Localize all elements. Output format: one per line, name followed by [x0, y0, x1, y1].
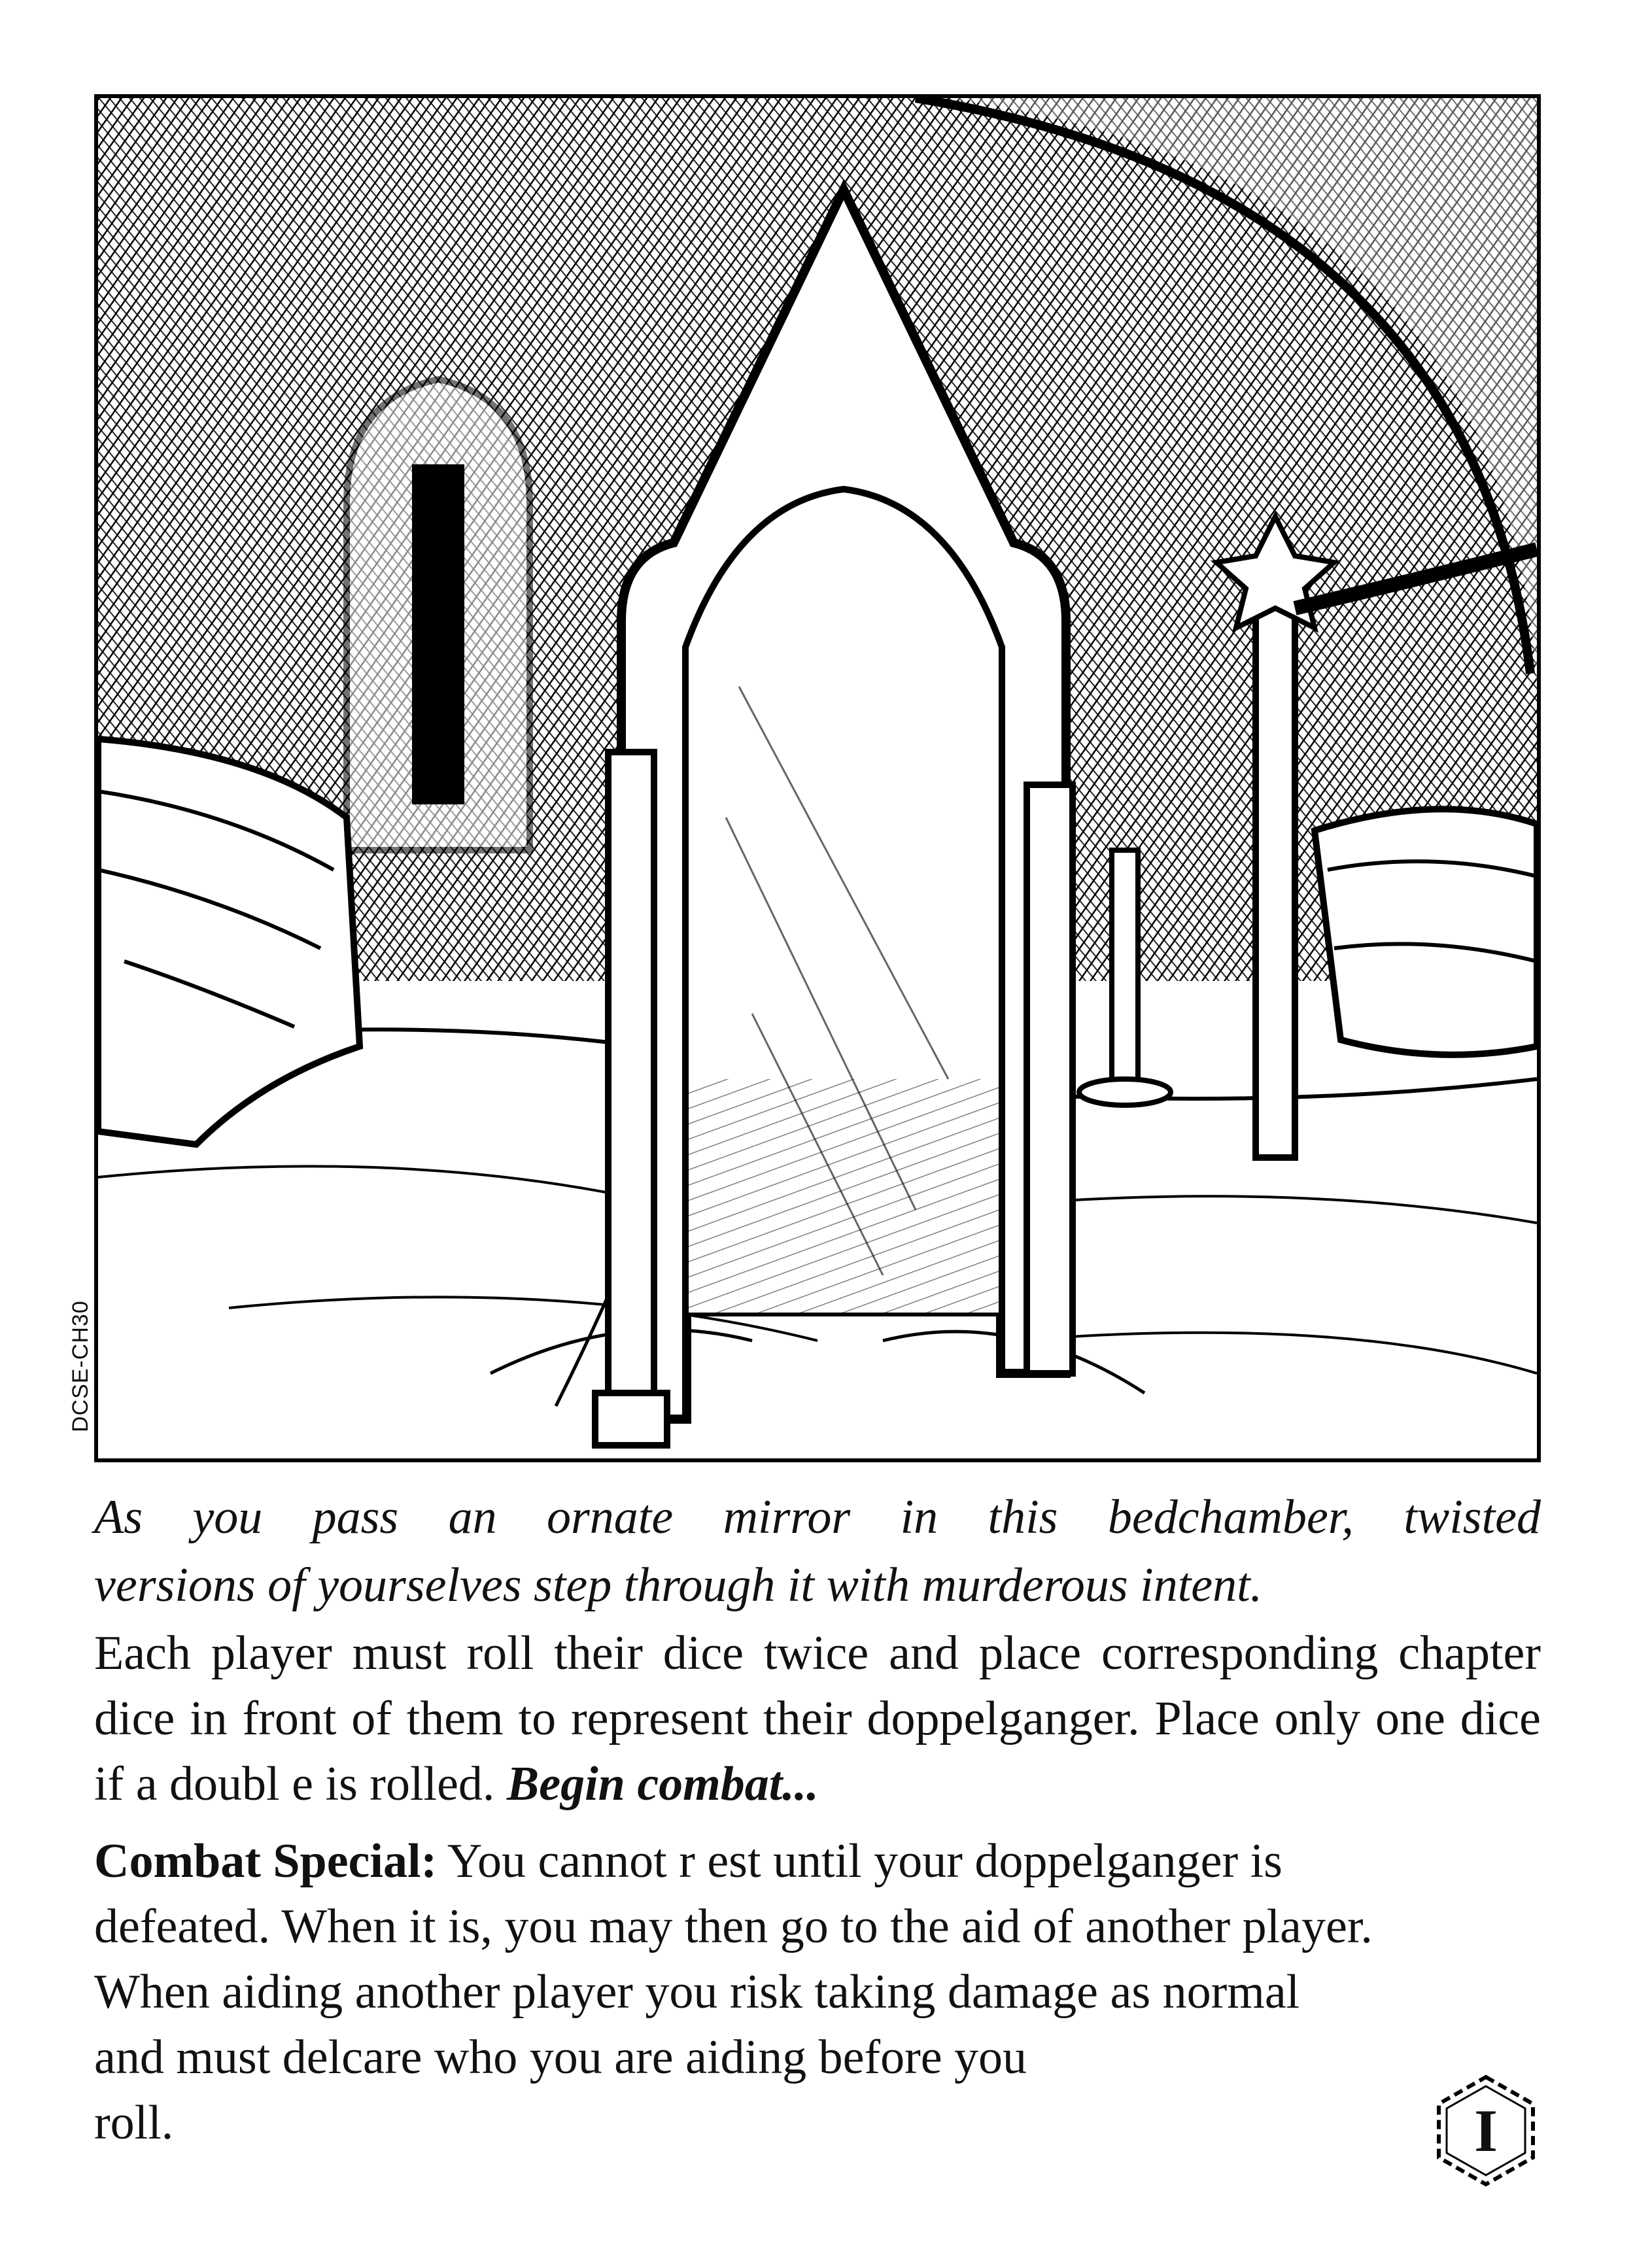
flavor-text-line-2: versions of yourselves step through it with murderous intent.: [94, 1558, 1263, 1612]
card-text: [94, 1485, 1541, 2156]
flavor-text-line-1: As you pass an ornate mirror in this bedchamber, twisted: [94, 1490, 1541, 1544]
mirror-bedchamber-illustration: [98, 98, 1537, 1458]
chapter-badge-icon: [1427, 2072, 1545, 2190]
rules-text: [94, 1621, 1541, 1817]
card-code: DCSE-CH30: [68, 1300, 93, 1432]
card-illustration: [94, 94, 1541, 1462]
begin-combat-emphasis: Begin combat...: [506, 1757, 819, 1811]
combat-special-label: Combat Special:: [94, 1834, 438, 1888]
combat-special-text: You cannot r est until your doppelganger is defeated. When it is, you may then go to the aid of another player. When aiding another player you risk taking damage as normal and must delcare who you are aiding before you: [94, 1834, 1373, 2084]
rules-text-main: Each player must roll their dice twice and place corresponding chapter dice in front of them to represent their doppelganger. Place only one dice if a doubl e is rolled.: [94, 1626, 1541, 1811]
combat-special: [94, 1829, 1376, 2156]
combat-special-tail: roll.: [94, 2096, 174, 2150]
chapter-numeral: I: [1474, 2097, 1498, 2164]
